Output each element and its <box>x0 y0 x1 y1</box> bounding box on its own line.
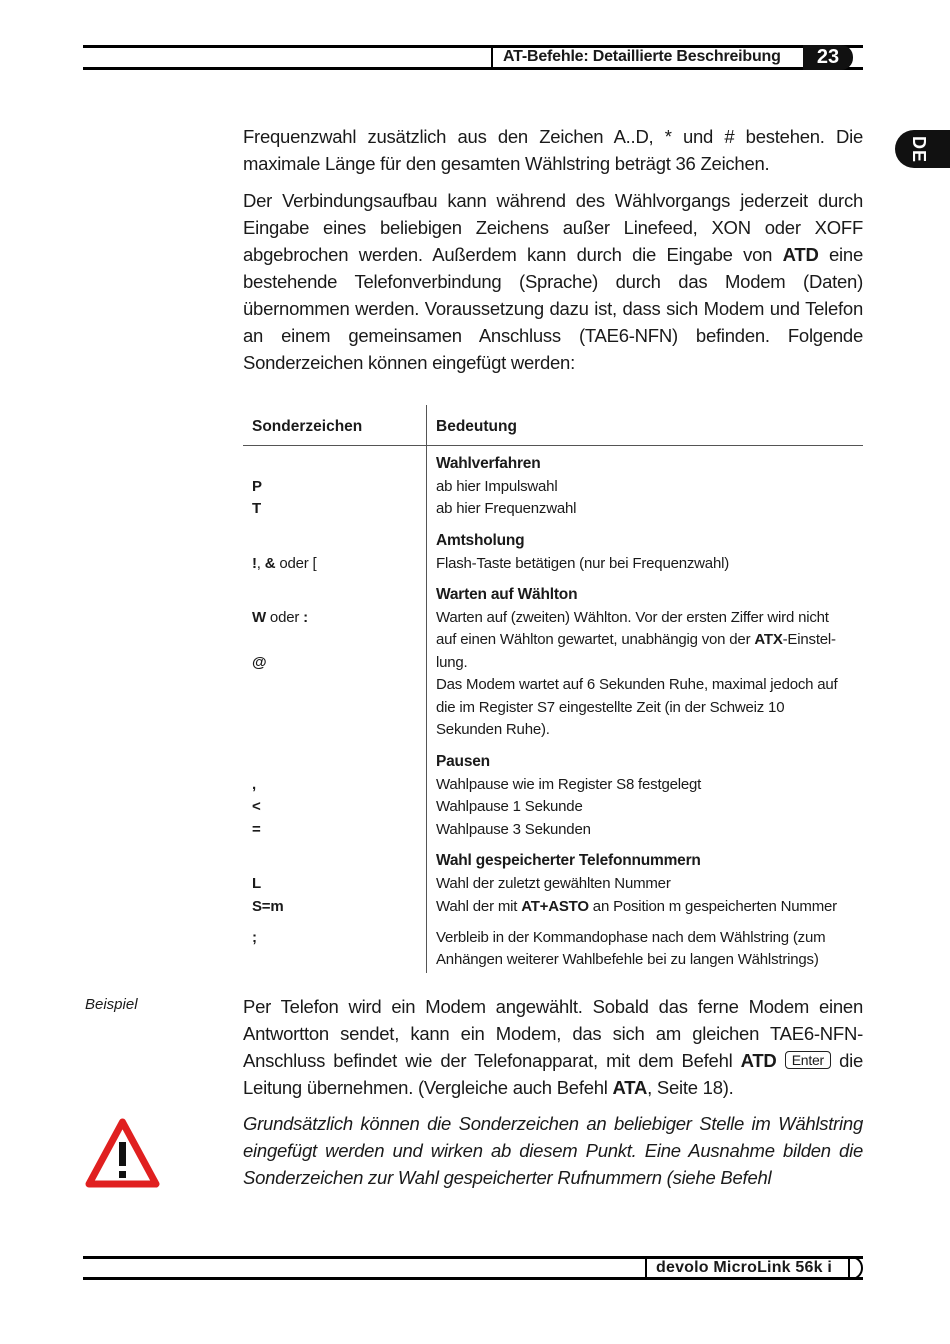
table-key-semicolon: ; <box>252 929 257 946</box>
table-key-equals: = <box>252 821 261 838</box>
group-heading-wahlverfahren <box>436 453 856 476</box>
table-header-bedeutung: Bedeutung <box>436 418 517 435</box>
value-text: -Einstel- <box>782 631 836 648</box>
table-value-w-line1: Warten auf (zweiten) Wählton. Vor der ersten Ziffer wird nicht <box>436 609 829 626</box>
paragraph-connection <box>243 187 863 376</box>
paragraph-text: die Leitung übernehmen. (Vergleiche auch Befehl <box>243 1050 864 1098</box>
table-value-semicolon-line2: Anhängen weiterer Wahlbefehle bei zu langen Wählstrings) <box>436 951 819 968</box>
group-heading-text: Wahlverfahren <box>436 455 541 472</box>
table-key-at: @ <box>252 654 267 671</box>
group-heading-text: Warten auf Wählton <box>436 586 578 603</box>
command-atd: ATD <box>740 1050 777 1071</box>
table-key-p: P <box>252 478 262 495</box>
paragraph-example <box>243 993 863 1101</box>
paragraph-text: eine bestehende Telefonverbindung (Sprache) durch das Modem (Daten) übernommen werden. Voraussetzung dazu ist, dass sich Modem und Telefon an einem gemeinsamen Anschluss (TAE6-NFN) befinden. Folgende Sonderzeichen können eingefügt werden: <box>243 244 863 373</box>
table-value-w-line2 <box>436 629 856 652</box>
table-value-semicolon-line1: Verbleib in der Kommandophase nach dem Wählstring (zum <box>436 929 826 946</box>
table-key-flash <box>252 553 317 576</box>
command-atx: ATX <box>754 631 783 648</box>
table-value-l: Wahl der zuletzt gewählten Nummer <box>436 875 671 892</box>
table-key-l: L <box>252 875 261 892</box>
key-colon: : <box>303 609 308 626</box>
value-text: an Position m gespeicherten Nummer <box>588 898 837 915</box>
command-atd: ATD <box>782 244 819 265</box>
enter-key-icon: Enter <box>785 1051 831 1069</box>
page-number: 23 <box>803 45 853 70</box>
group-heading-text: Pausen <box>436 753 490 770</box>
group-heading-text: Wahl gespeicherter Telefonnummern <box>436 852 701 869</box>
command-ata: ATA <box>612 1077 648 1098</box>
key-w: W <box>252 609 266 626</box>
table-value-p: ab hier Impulswahl <box>436 478 558 495</box>
footer-title: devolo MicroLink 56k i <box>656 1259 833 1276</box>
table-key-less: < <box>252 798 261 815</box>
table-value-at-line3: Sekunden Ruhe). <box>436 721 550 738</box>
paragraph-text: Per Telefon wird ein Modem angewählt. Sobald das ferne Modem einen Antwortton sendet, kann ein Modem, das sich am gleichen TAE6-NFN-Anschluss befindet wie der Telefonapparat, mit dem Befehl <box>243 996 863 1071</box>
table-value-at-line1: Das Modem wartet auf 6 Sekunden Ruhe, maximal jedoch auf <box>436 676 838 693</box>
key-or-bracket: oder [ <box>275 555 317 572</box>
group-heading-text: Amtsholung <box>436 532 525 549</box>
table-key-comma: , <box>252 776 256 793</box>
command-at-asto: AT+ASTO <box>521 898 589 915</box>
table-header-rule <box>243 445 863 446</box>
table-value-comma: Wahlpause wie im Register S8 festgelegt <box>436 776 702 793</box>
paragraph-text: , Seite 18). <box>647 1077 734 1098</box>
group-heading-gespeichert <box>436 850 856 873</box>
table-key-sm: S=m <box>252 898 284 915</box>
key-exclamation: ! <box>252 555 257 572</box>
value-text: Wahl der mit <box>436 898 522 915</box>
table-value-sm <box>436 896 856 919</box>
key-separator: , <box>256 555 265 572</box>
value-text: auf einen Wählton gewartet, unabhängig von der <box>436 631 755 648</box>
language-tab-label: DE <box>909 136 929 164</box>
warning-icon <box>85 1118 160 1190</box>
paragraph-text: Der Verbindungsaufbau kann während des Wählvorgangs jederzeit durch Eingabe eines beliebigen Zeichens außer Linefeed, XON oder XOFF abgebrochen werden. Außerdem kann durch die Eingabe von <box>243 190 863 265</box>
footer-title-divider <box>645 1256 647 1280</box>
group-heading-pausen <box>436 751 856 774</box>
key-ampersand: & <box>264 555 276 572</box>
table-value-flash: Flash-Taste betätigen (nur bei Frequenzwahl) <box>436 555 730 572</box>
group-heading-waehlton <box>436 584 856 607</box>
paragraph-warning: Grundsätzlich können die Sonderzeichen an beliebiger Stelle im Wählstring eingefügt werden und wirken ab diesem Punkt. Eine Ausnahme bilden die Sonderzeichen zur Wahl gespeicherter Rufnummern (siehe Befehl <box>243 1113 863 1188</box>
header-title: AT-Befehle: Detaillierte Beschreibung <box>503 48 781 65</box>
table-value-less: Wahlpause 1 Sekunde <box>436 798 583 815</box>
paragraph-intro: Frequenzwahl zusätzlich aus den Zeichen A..D, * und # bestehen. Die maximale Länge für den gesamten Wählstring beträgt 36 Zeichen. <box>243 126 863 174</box>
table-key-w <box>252 607 308 630</box>
table-key-t: T <box>252 500 261 517</box>
table-value-w-line3: lung. <box>436 654 468 671</box>
table-value-t: ab hier Frequenzwahl <box>436 500 577 517</box>
key-or: oder <box>265 609 304 626</box>
table-header-sonderzeichen: Sonderzeichen <box>252 418 363 435</box>
example-label: Beispiel <box>85 996 138 1013</box>
table-value-at-line2: die im Register S7 eingestellte Zeit (in der Schweiz 10 <box>436 699 785 716</box>
table-value-equals: Wahlpause 3 Sekunden <box>436 821 591 838</box>
table-column-divider <box>426 405 427 973</box>
group-heading-amtsholung <box>436 530 856 553</box>
